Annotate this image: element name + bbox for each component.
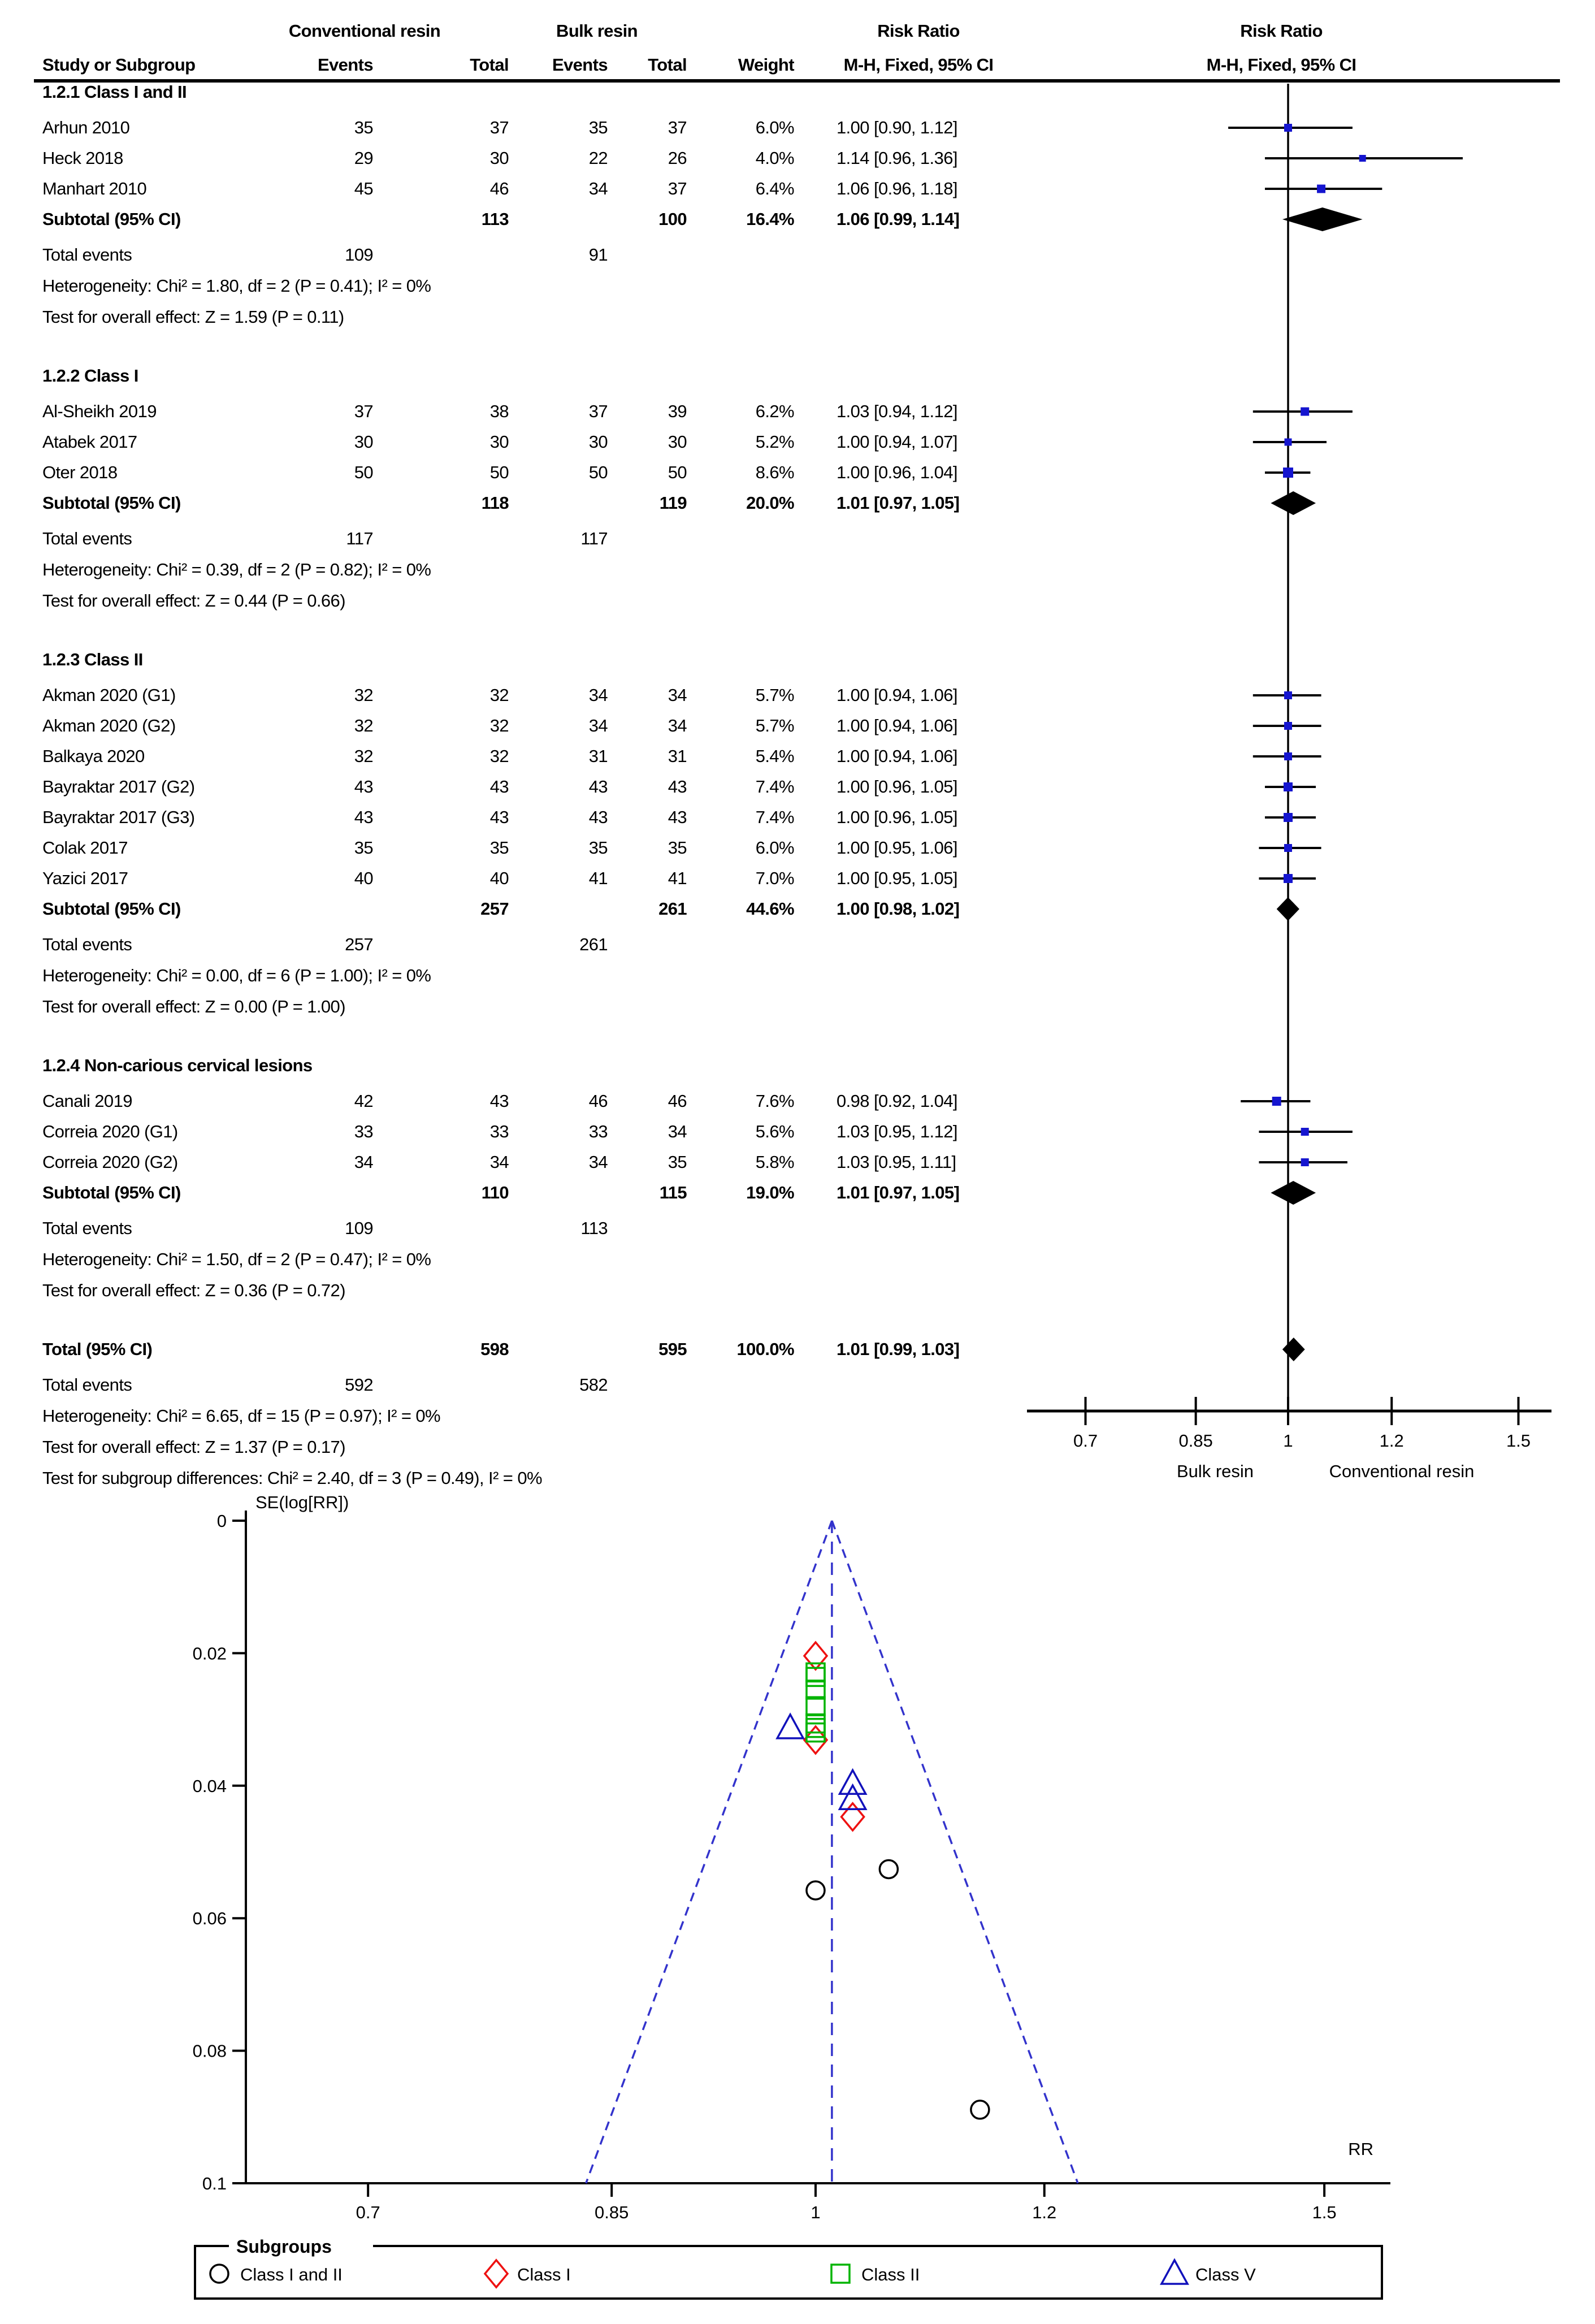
total-conventional: 30 [489,432,509,452]
subgroup-title: 1.2.3 Class II [42,650,143,669]
total-events-conventional: 117 [346,529,373,548]
ci-text: 1.00 [0.94, 1.07] [836,432,957,452]
events-bulk: 41 [588,868,608,888]
study-name: Colak 2017 [42,838,128,858]
weight-value: 6.0% [755,118,794,137]
funnel-point-class-i-and-ii [971,2101,989,2119]
total-events-bulk: 582 [579,1375,608,1395]
total-bulk: 35 [668,1152,687,1172]
events-bulk: 34 [588,1152,608,1172]
heterogeneity-text: Heterogeneity: Chi² = 1.50, df = 2 (P = 0.47); I² = 0% [42,1249,431,1269]
col-header-weight: Weight [738,55,794,75]
total-bulk: 43 [668,807,687,827]
effect-marker [1284,752,1292,760]
ci-text: 1.14 [0.96, 1.36] [836,148,957,168]
funnel-y-axis-title: SE(log[RR]) [255,1492,349,1512]
weight-value: 5.8% [755,1152,794,1172]
funnel-point-class-v [840,1770,866,1794]
legend-item-label: Class I and II [240,2265,343,2284]
events-conventional: 35 [354,838,373,858]
total-bulk: 31 [668,746,687,766]
study-name: Akman 2020 (G2) [42,716,176,735]
subtotal-label: Subtotal (95% CI) [42,209,181,229]
heterogeneity-text: Heterogeneity: Chi² = 1.80, df = 2 (P = 0.41); I² = 0% [42,276,431,296]
subtotal-ci-text: 1.00 [0.98, 1.02] [836,899,960,919]
events-bulk: 30 [588,432,608,452]
subtotal-total-conventional: 257 [480,899,509,919]
weight-value: 5.6% [755,1122,794,1141]
funnel-point-class-i [804,1642,827,1669]
events-bulk: 35 [588,118,608,137]
study-name: Manhart 2010 [42,179,147,198]
funnel-point-class-i [804,1726,827,1754]
total-bulk: 34 [668,1122,687,1141]
funnel-x-tick-label: 0.85 [595,2202,629,2222]
total-events-label: Total events [42,934,132,954]
funnel-y-tick-label: 0.08 [192,2041,227,2061]
subtotal-total-conventional: 118 [481,493,509,513]
col-header-events-conventional: Events [317,55,373,75]
grand-total-weight: 100.0% [736,1339,794,1359]
plot-header-risk-ratio: Risk Ratio [1240,21,1323,41]
weight-value: 5.7% [755,716,794,735]
events-conventional: 40 [354,868,373,888]
subtotal-diamond [1271,1181,1316,1205]
weight-value: 6.0% [755,838,794,858]
diamond-icon [485,2260,508,2287]
effect-marker [1284,722,1292,730]
total-conventional: 50 [489,462,509,482]
subtotal-diamond [1271,491,1316,515]
heterogeneity-text: Heterogeneity: Chi² = 0.00, df = 6 (P = 1.00); I² = 0% [42,966,431,985]
total-bulk: 37 [668,179,687,198]
overall-effect-text: Test for overall effect: Z = 0.36 (P = 0.72) [42,1280,345,1300]
weight-value: 4.0% [755,148,794,168]
col-header-total-bulk: Total [648,55,687,75]
effect-marker [1317,185,1325,193]
funnel-left-boundary [586,1521,832,2183]
weight-value: 7.6% [755,1091,794,1111]
subgroup-title: 1.2.2 Class I [42,366,138,386]
study-name: Atabek 2017 [42,432,137,452]
effect-marker [1301,1128,1309,1136]
subtotal-diamond [1277,897,1299,921]
weight-value: 5.2% [755,432,794,452]
forest-axis-tick-label: 0.85 [1178,1431,1213,1451]
triangle-icon [1161,2260,1187,2284]
legend-item-label: Class II [861,2265,920,2284]
total-conventional: 32 [489,685,509,705]
ci-text: 1.03 [0.95, 1.12] [836,1122,957,1141]
effect-marker [1284,874,1293,883]
overall-effect-text: Test for overall effect: Z = 1.59 (P = 0.11) [42,307,344,327]
events-bulk: 37 [588,401,608,421]
total-events-conventional: 592 [345,1375,373,1395]
total-conventional: 43 [489,1091,509,1111]
effect-marker [1284,813,1293,822]
funnel-point-class-i-and-ii [879,1860,898,1878]
study-name: Arhun 2010 [42,118,130,137]
events-conventional: 30 [354,432,373,452]
events-conventional: 29 [354,148,373,168]
total-conventional: 37 [489,118,509,137]
total-conventional: 40 [489,868,509,888]
total-conventional: 30 [489,148,509,168]
events-conventional: 50 [354,462,373,482]
events-conventional: 37 [354,401,373,421]
ci-text: 1.00 [0.94, 1.06] [836,746,957,766]
overall-effect-text: Test for overall effect: Z = 0.00 (P = 1.00) [42,997,345,1016]
funnel-x-axis-title: RR [1348,2139,1373,2159]
grand-total-ci-text: 1.01 [0.99, 1.03] [836,1339,960,1359]
total-conventional: 38 [489,401,509,421]
events-conventional: 43 [354,807,373,827]
funnel-point-class-i [842,1803,864,1830]
subgroup-title: 1.2.1 Class I and II [42,82,187,102]
events-bulk: 35 [588,838,608,858]
ci-text: 1.00 [0.96, 1.04] [836,462,957,482]
study-name: Yazici 2017 [42,868,128,888]
col-group-risk-ratio: Risk Ratio [877,21,960,41]
funnel-point-class-v [777,1715,803,1738]
events-conventional: 45 [354,179,373,198]
effect-marker [1272,1097,1281,1106]
total-bulk: 30 [668,432,687,452]
events-conventional: 32 [354,746,373,766]
ci-text: 1.06 [0.96, 1.18] [836,179,957,198]
total-events-bulk: 261 [579,934,608,954]
events-bulk: 43 [588,777,608,797]
subtotal-label: Subtotal (95% CI) [42,899,181,919]
funnel-right-boundary [832,1521,1078,2183]
subtotal-ci-text: 1.01 [0.97, 1.05] [836,1183,960,1202]
effect-marker [1284,782,1293,791]
total-bulk: 34 [668,685,687,705]
events-bulk: 33 [588,1122,608,1141]
total-conventional: 43 [489,807,509,827]
legend-item-label: Class I [517,2265,571,2284]
legend-title: Subgroups [236,2236,332,2257]
col-header-total-conventional: Total [470,55,509,75]
ci-text: 0.98 [0.92, 1.04] [836,1091,957,1111]
total-conventional: 32 [489,746,509,766]
total-bulk: 34 [668,716,687,735]
total-events-conventional: 109 [345,1218,373,1238]
events-bulk: 50 [588,462,608,482]
study-name: Al-Sheikh 2019 [42,401,157,421]
favours-bulk-label: Bulk resin [1176,1461,1254,1481]
total-conventional: 33 [489,1122,509,1141]
events-bulk: 34 [588,685,608,705]
funnel-x-tick-label: 0.7 [356,2202,380,2222]
weight-value: 7.0% [755,868,794,888]
study-name: Bayraktar 2017 (G3) [42,807,195,827]
funnel-x-tick-label: 1 [810,2202,821,2222]
total-bulk: 35 [668,838,687,858]
funnel-point-class-i-and-ii [807,1881,825,1899]
ci-text: 1.03 [0.95, 1.11] [836,1152,956,1172]
subtotal-weight: 20.0% [746,493,794,513]
total-conventional: 34 [489,1152,509,1172]
total-events-conventional: 257 [345,934,373,954]
total-bulk: 50 [668,462,687,482]
total-events-label: Total events [42,1218,132,1238]
weight-value: 7.4% [755,807,794,827]
events-bulk: 34 [588,716,608,735]
subtotal-total-bulk: 261 [658,899,687,919]
col-header-mh-ci: M-H, Fixed, 95% CI [843,55,994,75]
ci-text: 1.00 [0.94, 1.06] [836,685,957,705]
subtotal-ci-text: 1.01 [0.97, 1.05] [836,493,960,513]
subtotal-label: Subtotal (95% CI) [42,493,181,513]
funnel-point-class-ii [807,1663,825,1681]
subtotal-label: Subtotal (95% CI) [42,1183,181,1202]
forest-axis-tick-label: 1 [1283,1431,1293,1451]
effect-marker [1285,439,1292,446]
subtotal-weight: 16.4% [746,209,794,229]
total-events-bulk: 91 [588,245,608,265]
subtotal-total-bulk: 119 [659,493,687,513]
ci-text: 1.00 [0.96, 1.05] [836,777,957,797]
heterogeneity-text: Heterogeneity: Chi² = 0.39, df = 2 (P = 0.82); I² = 0% [42,560,431,579]
weight-value: 5.4% [755,746,794,766]
overall-effect-text: Test for overall effect: Z = 1.37 (P = 0.17) [42,1437,345,1457]
events-conventional: 42 [354,1091,373,1111]
events-bulk: 31 [588,746,608,766]
heterogeneity-text: Heterogeneity: Chi² = 6.65, df = 15 (P = 0.97); I² = 0% [42,1406,440,1426]
total-label: Total (95% CI) [42,1339,153,1359]
events-bulk: 22 [588,148,608,168]
total-bulk: 43 [668,777,687,797]
forest-axis-tick-label: 1.2 [1379,1431,1404,1451]
funnel-y-tick-label: 0.06 [192,1908,227,1929]
study-name: Heck 2018 [42,148,123,168]
weight-value: 6.2% [755,401,794,421]
effect-marker [1284,124,1292,132]
ci-text: 1.00 [0.95, 1.06] [836,838,957,858]
study-name: Bayraktar 2017 (G2) [42,777,195,797]
funnel-point-class-ii [807,1697,825,1715]
study-name: Correia 2020 (G2) [42,1152,178,1172]
circle-icon [210,2265,228,2283]
subtotal-total-bulk: 115 [659,1183,687,1202]
total-bulk: 26 [668,148,687,168]
forest-axis-tick-label: 0.7 [1073,1431,1098,1451]
total-events-conventional: 109 [345,245,373,265]
study-name: Balkaya 2020 [42,746,145,766]
funnel-point-class-v [840,1785,866,1809]
grand-total-conventional: 598 [480,1339,509,1359]
effect-marker [1283,468,1293,478]
col-header-study: Study or Subgroup [42,55,196,75]
col-group-bulk-resin: Bulk resin [556,21,638,41]
events-bulk: 43 [588,807,608,827]
subtotal-total-bulk: 100 [658,209,687,229]
study-name: Canali 2019 [42,1091,132,1111]
forest-axis-tick-label: 1.5 [1506,1431,1531,1451]
subgroup-title: 1.2.4 Non-carious cervical lesions [42,1055,313,1075]
weight-value: 8.6% [755,462,794,482]
total-bulk: 39 [668,401,687,421]
favours-conventional-label: Conventional resin [1329,1461,1475,1481]
study-name: Correia 2020 (G1) [42,1122,178,1141]
total-bulk: 37 [668,118,687,137]
funnel-x-tick-label: 1.2 [1032,2202,1057,2222]
subtotal-weight: 44.6% [746,899,794,919]
total-conventional: 43 [489,777,509,797]
ci-text: 1.00 [0.96, 1.05] [836,807,957,827]
total-events-label: Total events [42,529,132,548]
events-conventional: 35 [354,118,373,137]
weight-value: 7.4% [755,777,794,797]
events-conventional: 43 [354,777,373,797]
subtotal-diamond [1282,207,1363,231]
funnel-y-tick-label: 0.04 [192,1776,227,1796]
subtotal-total-conventional: 113 [481,209,509,229]
overall-effect-text: Test for overall effect: Z = 0.44 (P = 0.66) [42,591,345,611]
effect-marker [1284,844,1292,852]
grand-total-bulk: 595 [658,1339,687,1359]
effect-marker [1301,1158,1309,1166]
plot-header-mh-ci: M-H, Fixed, 95% CI [1206,55,1356,75]
events-conventional: 34 [354,1152,373,1172]
total-bulk: 41 [668,868,687,888]
col-header-events-bulk: Events [552,55,608,75]
subtotal-ci-text: 1.06 [0.99, 1.14] [836,209,960,229]
funnel-y-tick-label: 0 [216,1511,227,1531]
total-events-bulk: 113 [580,1218,608,1238]
effect-marker [1359,155,1366,162]
subtotal-weight: 19.0% [746,1183,794,1202]
events-bulk: 34 [588,179,608,198]
total-conventional: 32 [489,716,509,735]
ci-text: 1.03 [0.94, 1.12] [836,401,957,421]
events-conventional: 32 [354,685,373,705]
funnel-x-tick-label: 1.5 [1312,2202,1337,2222]
subgroup-differences-text: Test for subgroup differences: Chi² = 2.40, df = 3 (P = 0.49), I² = 0% [42,1468,542,1488]
funnel-y-tick-label: 0.1 [202,2174,227,2193]
total-events-label: Total events [42,245,132,265]
study-name: Akman 2020 (G1) [42,685,176,705]
ci-text: 1.00 [0.90, 1.12] [836,118,957,137]
events-conventional: 33 [354,1122,373,1141]
funnel-point-class-ii [807,1681,825,1699]
total-conventional: 35 [489,838,509,858]
funnel-y-tick-label: 0.02 [192,1643,227,1664]
effect-marker [1301,408,1309,416]
events-bulk: 46 [588,1091,608,1111]
weight-value: 6.4% [755,179,794,198]
total-conventional: 46 [489,179,509,198]
total-diamond [1282,1338,1305,1361]
weight-value: 5.7% [755,685,794,705]
total-events-bulk: 117 [580,529,608,548]
ci-text: 1.00 [0.94, 1.06] [836,716,957,735]
legend-item-label: Class V [1195,2265,1256,2284]
study-name: Oter 2018 [42,462,118,482]
col-group-conventional-resin: Conventional resin [288,21,441,41]
events-conventional: 32 [354,716,373,735]
effect-marker [1284,691,1292,699]
square-icon [831,2265,849,2283]
total-events-label: Total events [42,1375,132,1395]
ci-text: 1.00 [0.95, 1.05] [836,868,957,888]
subtotal-total-conventional: 110 [481,1183,509,1202]
total-bulk: 46 [668,1091,687,1111]
